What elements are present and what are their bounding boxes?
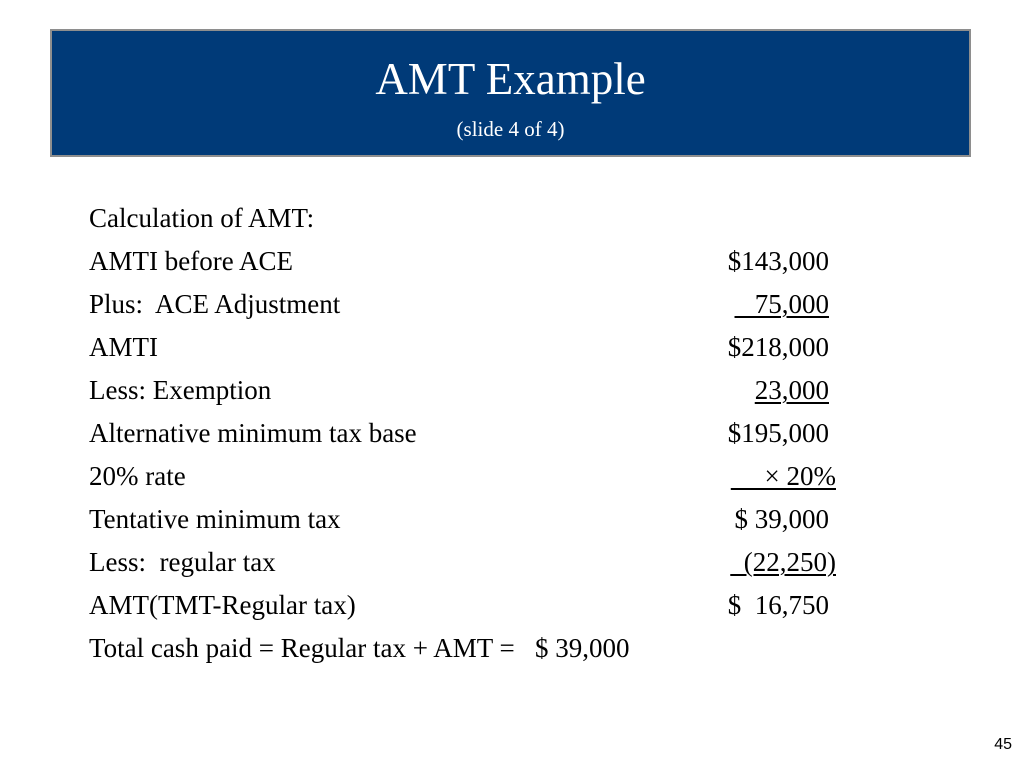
calc-amount: $ 39,000 [734, 504, 829, 534]
calc-label: Plus: ACE Adjustment [89, 289, 341, 319]
calc-row-exemption [89, 369, 889, 412]
calc-row-amt [89, 584, 889, 627]
calc-amount: $195,000 [727, 418, 829, 448]
calc-row-amti-before-ace [89, 240, 889, 283]
calc-label: AMT(TMT-Regular tax) [89, 590, 356, 620]
slide-subtitle: (slide 4 of 4) [456, 117, 565, 141]
calc-row-tentative-minimum-tax [89, 498, 889, 541]
calc-amount: 23,000 [754, 375, 829, 405]
calc-row-ace-adjustment [89, 283, 889, 326]
calc-row-amt-base [89, 412, 889, 455]
calc-label: AMTI before ACE [89, 246, 293, 276]
calculation-header-row [89, 197, 889, 240]
calc-amount: $143,000 [727, 246, 829, 276]
calc-row-amti [89, 326, 889, 369]
calc-label: Less: regular tax [89, 547, 276, 577]
calc-row-total-cash-paid [89, 627, 889, 670]
calc-amount: (22,250) [730, 547, 836, 577]
calc-amount: × 20% [730, 461, 836, 491]
calc-amount: $218,000 [727, 332, 829, 362]
calc-amount: $ 16,750 [727, 590, 829, 620]
slide-title-banner [50, 29, 971, 157]
calc-label: Tentative minimum tax [89, 504, 341, 534]
calc-label: Alternative minimum tax base [89, 418, 417, 448]
calc-row-rate [89, 455, 889, 498]
calc-label: AMTI [89, 332, 158, 362]
amt-calculation [89, 197, 889, 670]
calc-amount: 75,000 [734, 289, 829, 319]
page-number: 45 [994, 736, 1012, 753]
calc-label: Less: Exemption [89, 375, 272, 405]
slide-title: AMT Example [375, 54, 646, 104]
calculation-header: Calculation of AMT: [89, 203, 315, 233]
calc-total: Total cash paid = Regular tax + AMT = $ 39,000 [89, 633, 630, 663]
calc-label: 20% rate [89, 461, 186, 491]
calc-row-regular-tax [89, 541, 889, 584]
